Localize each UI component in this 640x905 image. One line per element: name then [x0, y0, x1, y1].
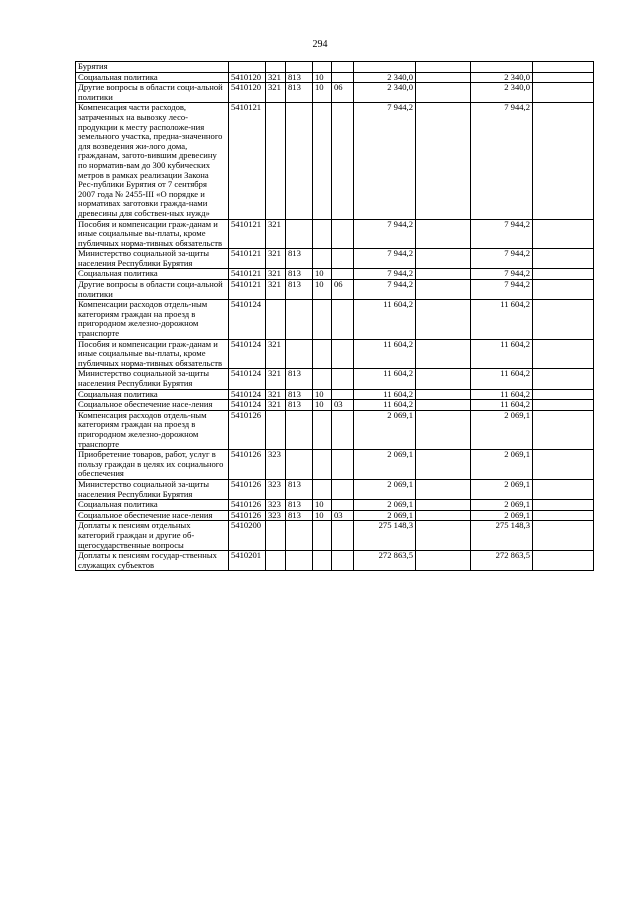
row-empty-cell — [416, 369, 471, 389]
row-vr-cell — [266, 103, 286, 219]
row-ministry-cell — [286, 521, 313, 551]
row-name-cell: Доплаты к пенсиям государ-ственных служащих субъектов — [76, 551, 229, 571]
row-sum-total-cell: 7 944,2 — [471, 269, 533, 280]
row-sum-total-cell: 11 604,2 — [471, 400, 533, 411]
row-name-cell: Компенсация расходов отдель-ным категориям граждан на проезд в пригородном железно-дорожном транспорте — [76, 410, 229, 449]
row-empty-cell — [416, 479, 471, 499]
row-subsection-cell: 06 — [332, 280, 354, 300]
row-ministry-cell — [286, 62, 313, 73]
row-tail-cell — [533, 410, 594, 449]
row-ministry-cell: 813 — [286, 389, 313, 400]
row-section-cell — [313, 551, 332, 571]
row-empty-cell — [416, 249, 471, 269]
row-tail-cell — [533, 369, 594, 389]
table-row — [76, 410, 594, 449]
row-name-cell: Министерство социальной за-щиты населения Республики Бурятия — [76, 369, 229, 389]
row-sum-total-cell: 7 944,2 — [471, 219, 533, 249]
row-tail-cell — [533, 219, 594, 249]
row-code-cell — [229, 62, 266, 73]
row-sum-total-cell: 7 944,2 — [471, 280, 533, 300]
table-row — [76, 510, 594, 521]
row-subsection-cell — [332, 479, 354, 499]
row-ministry-cell — [286, 410, 313, 449]
row-sum-total-cell: 11 604,2 — [471, 389, 533, 400]
row-vr-cell: 321 — [266, 280, 286, 300]
row-subsection-cell — [332, 521, 354, 551]
table-row — [76, 389, 594, 400]
row-vr-cell: 321 — [266, 72, 286, 83]
row-vr-cell: 321 — [266, 269, 286, 280]
table-row — [76, 450, 594, 480]
table-row — [76, 280, 594, 300]
row-empty-cell — [416, 450, 471, 480]
row-sum-total-cell: 2 069,1 — [471, 410, 533, 449]
table-row — [76, 551, 594, 571]
row-section-cell — [313, 300, 332, 339]
row-ministry-cell: 813 — [286, 72, 313, 83]
row-empty-cell — [416, 300, 471, 339]
row-code-cell: 5410126 — [229, 479, 266, 499]
table-row — [76, 249, 594, 269]
row-vr-cell: 321 — [266, 339, 286, 369]
row-ministry-cell: 813 — [286, 510, 313, 521]
row-section-cell — [313, 521, 332, 551]
row-empty-cell — [416, 500, 471, 511]
row-tail-cell — [533, 400, 594, 411]
row-name-cell: Бурятия — [76, 62, 229, 73]
row-name-cell: Пособия и компенсации граж-данам и иные социальные вы-платы, кроме публичных норма-тивных обязательств — [76, 219, 229, 249]
row-section-cell — [313, 450, 332, 480]
row-name-cell: Социальная политика — [76, 269, 229, 280]
row-code-cell: 5410126 — [229, 500, 266, 511]
row-sum-cell: 7 944,2 — [354, 280, 416, 300]
row-ministry-cell — [286, 103, 313, 219]
row-name-cell: Компенсации расходов отдель-ным категориям граждан на проезд в пригородном железно-дорожном транспорте — [76, 300, 229, 339]
row-section-cell — [313, 479, 332, 499]
row-sum-total-cell: 2 069,1 — [471, 500, 533, 511]
row-subsection-cell — [332, 500, 354, 511]
row-code-cell: 5410126 — [229, 510, 266, 521]
row-section-cell — [313, 249, 332, 269]
row-vr-cell: 323 — [266, 479, 286, 499]
row-section-cell: 10 — [313, 72, 332, 83]
row-tail-cell — [533, 521, 594, 551]
row-vr-cell: 321 — [266, 219, 286, 249]
row-empty-cell — [416, 521, 471, 551]
row-section-cell: 10 — [313, 83, 332, 103]
row-sum-total-cell: 275 148,3 — [471, 521, 533, 551]
row-section-cell — [313, 219, 332, 249]
row-subsection-cell: 03 — [332, 400, 354, 411]
row-tail-cell — [533, 510, 594, 521]
row-section-cell: 10 — [313, 280, 332, 300]
row-section-cell: 10 — [313, 510, 332, 521]
table-row — [76, 500, 594, 511]
row-sum-cell: 11 604,2 — [354, 300, 416, 339]
row-subsection-cell: 03 — [332, 510, 354, 521]
row-vr-cell — [266, 551, 286, 571]
row-section-cell: 10 — [313, 400, 332, 411]
row-subsection-cell — [332, 339, 354, 369]
row-empty-cell — [416, 410, 471, 449]
row-empty-cell — [416, 389, 471, 400]
row-tail-cell — [533, 300, 594, 339]
row-sum-cell: 2 069,1 — [354, 500, 416, 511]
row-empty-cell — [416, 269, 471, 280]
row-empty-cell — [416, 103, 471, 219]
table-row — [76, 72, 594, 83]
row-sum-cell: 2 069,1 — [354, 450, 416, 480]
table-row — [76, 521, 594, 551]
row-tail-cell — [533, 62, 594, 73]
row-section-cell — [313, 62, 332, 73]
row-vr-cell: 321 — [266, 400, 286, 411]
row-ministry-cell: 813 — [286, 369, 313, 389]
budget-table — [75, 61, 594, 571]
row-vr-cell: 321 — [266, 389, 286, 400]
row-subsection-cell — [332, 551, 354, 571]
row-name-cell: Доплаты к пенсиям отдельных категорий граждан и другие об-щегосударственные вопросы — [76, 521, 229, 551]
row-code-cell: 5410120 — [229, 72, 266, 83]
row-empty-cell — [416, 280, 471, 300]
row-name-cell: Министерство социальной за-щиты населения Республики Бурятия — [76, 249, 229, 269]
row-subsection-cell — [332, 410, 354, 449]
row-subsection-cell — [332, 389, 354, 400]
row-name-cell: Социальная политика — [76, 389, 229, 400]
row-sum-cell: 7 944,2 — [354, 103, 416, 219]
row-sum-cell: 11 604,2 — [354, 339, 416, 369]
row-code-cell: 5410121 — [229, 103, 266, 219]
row-empty-cell — [416, 400, 471, 411]
row-code-cell: 5410124 — [229, 300, 266, 339]
row-sum-total-cell: 11 604,2 — [471, 339, 533, 369]
row-subsection-cell — [332, 219, 354, 249]
row-vr-cell: 321 — [266, 369, 286, 389]
row-sum-cell: 2 069,1 — [354, 410, 416, 449]
row-code-cell: 5410121 — [229, 280, 266, 300]
row-vr-cell: 323 — [266, 450, 286, 480]
row-sum-total-cell: 11 604,2 — [471, 369, 533, 389]
table-row — [76, 269, 594, 280]
row-sum-cell: 272 863,5 — [354, 551, 416, 571]
row-code-cell: 5410121 — [229, 269, 266, 280]
row-sum-total-cell — [471, 62, 533, 73]
row-sum-cell: 11 604,2 — [354, 400, 416, 411]
row-section-cell — [313, 410, 332, 449]
row-sum-cell: 2 069,1 — [354, 479, 416, 499]
row-sum-cell: 11 604,2 — [354, 389, 416, 400]
row-sum-cell: 2 340,0 — [354, 72, 416, 83]
row-ministry-cell: 813 — [286, 83, 313, 103]
row-vr-cell — [266, 300, 286, 339]
row-section-cell: 10 — [313, 389, 332, 400]
row-code-cell: 5410121 — [229, 249, 266, 269]
row-vr-cell — [266, 410, 286, 449]
row-vr-cell: 323 — [266, 500, 286, 511]
row-ministry-cell — [286, 450, 313, 480]
row-section-cell: 10 — [313, 269, 332, 280]
row-sum-total-cell: 7 944,2 — [471, 103, 533, 219]
row-ministry-cell: 813 — [286, 280, 313, 300]
row-ministry-cell — [286, 339, 313, 369]
table-row — [76, 103, 594, 219]
row-ministry-cell — [286, 219, 313, 249]
table-body — [76, 62, 594, 571]
row-section-cell — [313, 369, 332, 389]
row-name-cell: Социальная политика — [76, 500, 229, 511]
table-row — [76, 62, 594, 73]
row-sum-total-cell: 272 863,5 — [471, 551, 533, 571]
row-sum-cell: 7 944,2 — [354, 219, 416, 249]
row-code-cell: 5410120 — [229, 83, 266, 103]
row-name-cell: Другие вопросы в области соци-альной политики — [76, 280, 229, 300]
row-code-cell: 5410124 — [229, 369, 266, 389]
row-tail-cell — [533, 339, 594, 369]
table-row — [76, 339, 594, 369]
row-sum-total-cell: 2 069,1 — [471, 510, 533, 521]
row-sum-total-cell: 2 069,1 — [471, 450, 533, 480]
row-sum-total-cell: 2 340,0 — [471, 72, 533, 83]
row-sum-total-cell: 11 604,2 — [471, 300, 533, 339]
row-empty-cell — [416, 510, 471, 521]
row-tail-cell — [533, 551, 594, 571]
row-tail-cell — [533, 249, 594, 269]
row-subsection-cell — [332, 249, 354, 269]
row-sum-cell — [354, 62, 416, 73]
row-vr-cell — [266, 521, 286, 551]
row-subsection-cell — [332, 450, 354, 480]
row-tail-cell — [533, 389, 594, 400]
row-code-cell: 5410121 — [229, 219, 266, 249]
table-row — [76, 83, 594, 103]
row-code-cell: 5410126 — [229, 450, 266, 480]
row-subsection-cell — [332, 269, 354, 280]
row-code-cell: 5410200 — [229, 521, 266, 551]
row-name-cell: Социальное обеспечение насе-ления — [76, 400, 229, 411]
row-tail-cell — [533, 103, 594, 219]
row-tail-cell — [533, 500, 594, 511]
row-subsection-cell — [332, 369, 354, 389]
row-empty-cell — [416, 72, 471, 83]
row-tail-cell — [533, 269, 594, 280]
row-empty-cell — [416, 62, 471, 73]
page-number: 294 — [312, 39, 328, 50]
row-ministry-cell: 813 — [286, 479, 313, 499]
table-row — [76, 300, 594, 339]
row-tail-cell — [533, 450, 594, 480]
row-tail-cell — [533, 280, 594, 300]
row-subsection-cell: 06 — [332, 83, 354, 103]
row-sum-cell: 7 944,2 — [354, 249, 416, 269]
row-name-cell: Социальное обеспечение насе-ления — [76, 510, 229, 521]
row-name-cell: Министерство социальной за-щиты населения Республики Бурятия — [76, 479, 229, 499]
row-empty-cell — [416, 339, 471, 369]
row-empty-cell — [416, 219, 471, 249]
row-code-cell: 5410124 — [229, 400, 266, 411]
row-sum-cell: 11 604,2 — [354, 369, 416, 389]
row-sum-cell: 275 148,3 — [354, 521, 416, 551]
row-code-cell: 5410126 — [229, 410, 266, 449]
table-row — [76, 369, 594, 389]
row-ministry-cell: 813 — [286, 269, 313, 280]
row-empty-cell — [416, 83, 471, 103]
row-ministry-cell — [286, 551, 313, 571]
row-code-cell: 5410124 — [229, 389, 266, 400]
row-name-cell: Социальная политика — [76, 72, 229, 83]
row-tail-cell — [533, 72, 594, 83]
row-name-cell: Пособия и компенсации граж-данам и иные социальные вы-платы, кроме публичных норма-тивных обязательств — [76, 339, 229, 369]
row-subsection-cell — [332, 103, 354, 219]
row-name-cell: Другие вопросы в области соци-альной политики — [76, 83, 229, 103]
row-name-cell: Компенсация части расходов, затраченных на вывозку лесо-продукции к месту расположе-ния земельного участка, предна-значенного для возведения жи-лого дома, гражданам, загото-вившим древесину по норматив-вам до 300 кубических метров в рамках реализации Закона Рес-публики Бурятия от 7 сентября 2007 года № 2455-III «О порядке и нормативах заготовки гражда-нами древесины для собствен-ных нужд» — [76, 103, 229, 219]
row-tail-cell — [533, 83, 594, 103]
row-section-cell — [313, 339, 332, 369]
row-sum-total-cell: 2 069,1 — [471, 479, 533, 499]
row-vr-cell: 321 — [266, 249, 286, 269]
row-subsection-cell — [332, 300, 354, 339]
row-section-cell — [313, 103, 332, 219]
row-sum-cell: 2 340,0 — [354, 83, 416, 103]
row-vr-cell: 321 — [266, 83, 286, 103]
row-ministry-cell: 813 — [286, 400, 313, 411]
table-row — [76, 219, 594, 249]
table-row — [76, 400, 594, 411]
row-code-cell: 5410124 — [229, 339, 266, 369]
row-ministry-cell — [286, 300, 313, 339]
row-vr-cell: 323 — [266, 510, 286, 521]
row-sum-cell: 7 944,2 — [354, 269, 416, 280]
row-sum-cell: 2 069,1 — [354, 510, 416, 521]
row-sum-total-cell: 7 944,2 — [471, 249, 533, 269]
row-name-cell: Приобретение товаров, работ, услуг в пользу граждан в целях их социального обеспечения — [76, 450, 229, 480]
row-empty-cell — [416, 551, 471, 571]
row-ministry-cell: 813 — [286, 500, 313, 511]
row-subsection-cell — [332, 72, 354, 83]
row-sum-total-cell: 2 340,0 — [471, 83, 533, 103]
row-subsection-cell — [332, 62, 354, 73]
row-vr-cell — [266, 62, 286, 73]
row-code-cell: 5410201 — [229, 551, 266, 571]
row-section-cell: 10 — [313, 500, 332, 511]
row-ministry-cell: 813 — [286, 249, 313, 269]
row-tail-cell — [533, 479, 594, 499]
table-row — [76, 479, 594, 499]
